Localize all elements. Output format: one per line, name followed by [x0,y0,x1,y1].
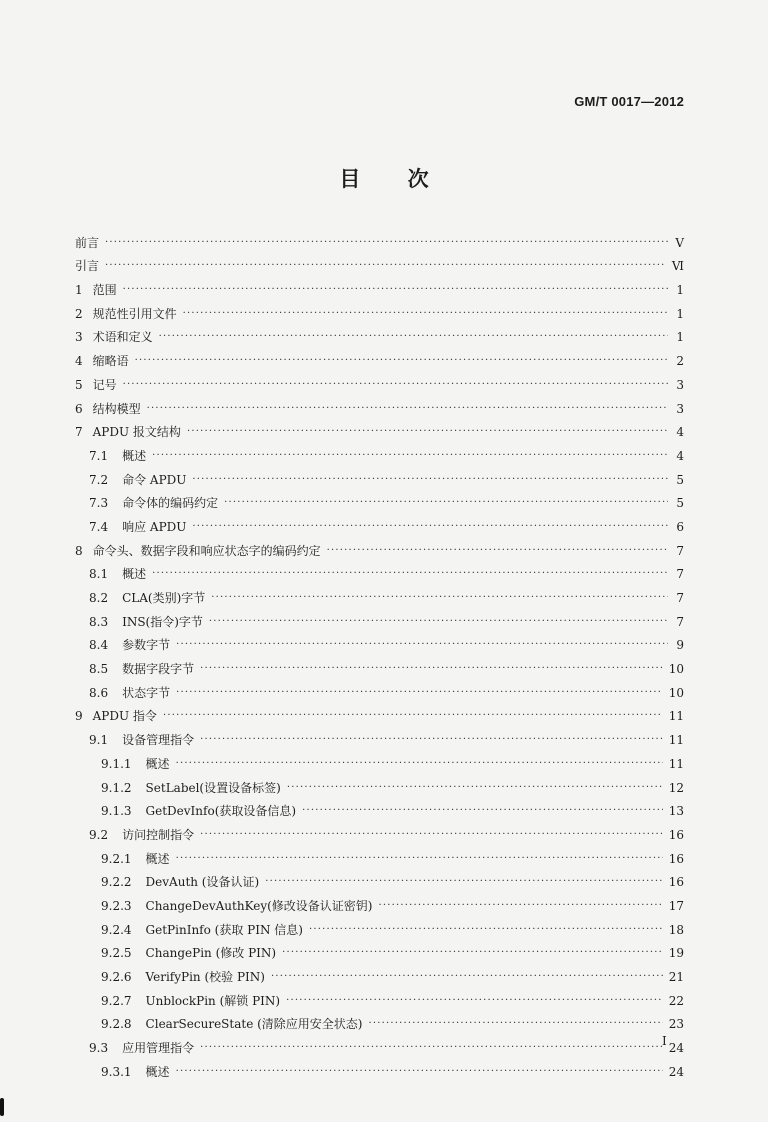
toc-leader-dots [309,925,663,935]
toc-entry-title: APDU 指令 [92,709,157,724]
toc-entry[interactable] [75,606,684,630]
toc-entry-title: 响应 APDU [122,519,187,534]
toc-entry-number: 5 [75,377,83,392]
toc-entry-title: 结构模型 [92,401,141,416]
toc-entry[interactable] [75,369,684,393]
toc-entry-number: 7.2 [89,472,109,487]
toc-entry-page: 3 [676,377,684,392]
toc-entry-number: 8.4 [89,638,109,653]
toc-entry-number: 9 [75,709,83,724]
toc-entry-number: 6 [75,401,83,416]
toc-entry[interactable] [75,582,684,606]
toc-entry[interactable] [75,772,684,796]
page-number: I [662,1034,667,1048]
toc-entry-page: 10 [668,662,684,677]
table-of-contents [75,227,684,1080]
toc-entry[interactable] [75,274,684,298]
toc-entry-page: 16 [668,851,684,866]
toc-entry-page: 11 [668,709,684,724]
toc-entry[interactable] [75,298,684,322]
toc-leader-dots [302,806,663,816]
toc-entry[interactable] [75,938,684,962]
toc-entry-number: 9.2.4 [101,922,132,937]
toc-entry-title: 概述 [122,567,147,582]
toc-entry-title: DevAuth (设备认证) [145,875,260,890]
toc-leader-dots [286,996,663,1006]
toc-entry-number: 9.3.1 [101,1064,132,1079]
toc-entry[interactable] [75,559,684,583]
toc-entry-page: 1 [676,330,684,345]
toc-leader-dots [271,972,663,982]
toc-entry-page: 7 [676,591,684,605]
toc-entry[interactable] [75,393,684,417]
toc-entry-page: 9 [676,638,684,653]
toc-entry[interactable] [75,724,684,748]
toc-entry[interactable] [75,322,684,346]
toc-entry[interactable] [75,961,684,985]
toc-leader-dots [327,546,668,556]
toc-entry[interactable] [75,701,684,725]
toc-entry[interactable] [75,867,684,891]
toc-leader-dots [200,1043,663,1053]
toc-entry-title: 范围 [92,283,117,298]
toc-entry-page: 21 [668,970,684,984]
toc-entry[interactable] [75,985,684,1009]
toc-leader-dots [105,261,666,271]
toc-entry[interactable] [75,890,684,914]
toc-entry-page: 11 [668,756,684,771]
toc-entry-page: 6 [676,519,684,534]
toc-entry-number: 9.1.3 [101,804,132,819]
toc-leader-dots [224,498,668,508]
toc-entry-page: 11 [668,733,684,748]
toc-entry-title: 缩略语 [92,354,129,369]
toc-entry-number: 7.4 [89,519,109,534]
toc-entry-number: 8.1 [89,567,109,582]
toc-entry-number: 8.6 [89,685,109,700]
toc-leader-dots [368,1019,662,1029]
toc-entry-page: 1 [676,306,684,321]
toc-entry-title: 概述 [145,756,170,771]
toc-entry[interactable] [75,630,684,654]
toc-entry[interactable] [75,1056,684,1080]
toc-entry-number: 7.1 [89,448,109,463]
toc-entry-page: 22 [668,993,684,1008]
toc-entry[interactable] [75,440,684,464]
toc-leader-dots [163,711,663,721]
toc-leader-dots [176,759,663,769]
toc-entry-page: 24 [668,1064,684,1079]
toc-entry-number: 9.1 [89,733,109,748]
toc-entry[interactable] [75,488,684,512]
toc-leader-dots [200,735,663,745]
toc-entry[interactable] [75,417,684,441]
standard-code: GM/T 0017—2012 [574,94,684,109]
toc-entry-title: CLA(类别)字节 [122,591,206,605]
toc-entry-page: 4 [676,425,684,440]
toc-entry-number: 3 [75,330,83,345]
toc-entry-title: 概述 [122,448,147,463]
toc-entry-page: 4 [676,448,684,463]
toc-entry-number: 9.2.6 [101,970,132,984]
toc-entry-number: 9.2.1 [101,851,132,866]
toc-leader-dots [176,854,663,864]
toc-leader-dots [135,356,668,366]
toc-entry-title: VerifyPin (校验 PIN) [145,970,265,984]
toc-leader-dots [282,948,663,958]
toc-entry[interactable] [75,796,684,820]
toc-entry-title: 引言 [75,259,100,274]
toc-leader-dots [200,664,663,674]
toc-entry-page: Ⅴ [675,235,684,250]
toc-leader-dots [192,475,668,485]
toc-entry-title: 概述 [145,1064,170,1079]
toc-leader-dots [183,309,668,319]
toc-entry-title: UnblockPin (解锁 PIN) [145,993,281,1008]
toc-entry-title: 命令头、数据字段和响应状态字的编码约定 [92,543,321,558]
toc-leader-dots [378,901,662,911]
toc-entry-number: 9.2.3 [101,898,132,913]
toc-entry-page: 18 [668,922,684,937]
page-title [0,163,768,193]
toc-leader-dots [200,830,663,840]
toc-entry-title: GetPinInfo (获取 PIN 信息) [145,922,303,937]
toc-leader-dots [147,404,668,414]
toc-leader-dots [123,380,668,390]
toc-entry-page: 7 [676,614,684,629]
toc-entry-title: 状态字节 [122,685,171,700]
toc-entry-number: 2 [75,306,83,321]
toc-entry[interactable] [75,345,684,369]
toc-entry-title: 记号 [92,377,117,392]
toc-entry-title: 应用管理指令 [122,1041,195,1056]
toc-leader-dots [287,783,663,793]
title-char-2: 次 [407,167,429,191]
toc-entry-title: ChangeDevAuthKey(修改设备认证密钥) [145,898,373,913]
toc-entry[interactable] [75,748,684,772]
toc-entry[interactable] [75,227,684,251]
toc-entry-page: 5 [676,496,684,511]
toc-entry-number: 4 [75,354,83,369]
toc-entry-page: 16 [668,827,684,842]
toc-entry-number: 7 [75,425,83,440]
toc-entry-number: 8.3 [89,614,109,629]
toc-entry-title: 前言 [75,235,100,250]
toc-entry-page: 24 [668,1041,684,1056]
toc-leader-dots [152,569,668,579]
toc-entry[interactable] [75,251,684,275]
toc-entry-title: 术语和定义 [92,330,153,345]
toc-entry-title: ClearSecureState (清除应用安全状态) [145,1017,363,1032]
toc-entry-page: 13 [668,804,684,819]
toc-entry-number: 9.1.2 [101,780,132,795]
toc-leader-dots [159,332,668,342]
toc-leader-dots [123,285,668,295]
toc-entry-title: GetDevInfo(获取设备信息) [145,804,297,819]
toc-entry-title: SetLabel(设置设备标签) [145,780,281,795]
toc-entry-page: 16 [668,875,684,890]
toc-entry-number: 7.3 [89,496,109,511]
toc-entry-number: 9.2.5 [101,946,132,961]
toc-entry-title: APDU 报文结构 [92,425,181,440]
toc-entry-number: 9.1.1 [101,756,132,771]
toc-entry-title: INS(指令)字节 [122,614,203,629]
toc-entry-title: 参数字节 [122,638,171,653]
toc-leader-dots [209,617,668,627]
toc-entry-page: 1 [676,283,684,298]
toc-entry[interactable] [75,464,684,488]
toc-entry-page: 12 [668,780,684,795]
toc-entry-number: 9.2.8 [101,1017,132,1032]
toc-entry[interactable] [75,511,684,535]
toc-leader-dots [265,877,663,887]
toc-leader-dots [176,1067,663,1077]
toc-entry-page: Ⅵ [671,259,684,274]
toc-entry[interactable] [75,1032,684,1056]
toc-entry-title: 概述 [145,851,170,866]
toc-entry-title: 数据字段字节 [122,662,195,677]
toc-entry-page: 23 [668,1017,684,1032]
toc-entry[interactable] [75,843,684,867]
toc-entry[interactable] [75,1009,684,1033]
toc-entry-number: 1 [75,283,83,298]
toc-entry-number: 9.2 [89,827,109,842]
toc-entry-page: 3 [676,401,684,416]
title-char-1: 目 [339,167,361,191]
toc-leader-dots [176,688,663,698]
toc-entry-page: 5 [676,472,684,487]
toc-leader-dots [187,427,668,437]
toc-entry-page: 7 [676,567,684,582]
toc-entry-page: 7 [676,543,684,558]
toc-entry-number: 8.2 [89,591,109,605]
toc-entry-title: 命令 APDU [122,472,187,487]
toc-entry[interactable] [75,535,684,559]
toc-entry-number: 9.2.2 [101,875,132,890]
toc-entry-page: 2 [676,354,684,369]
toc-entry-title: 访问控制指令 [122,827,195,842]
toc-entry-title: 命令体的编码约定 [122,496,219,511]
scan-edge-mark [0,1098,4,1116]
toc-leader-dots [105,238,668,248]
toc-leader-dots [176,640,668,650]
toc-entry[interactable] [75,677,684,701]
toc-entry-page: 17 [668,898,684,913]
toc-leader-dots [152,451,668,461]
toc-leader-dots [211,593,668,603]
toc-entry-page: 19 [668,946,684,961]
toc-entry-number: 9.2.7 [101,993,132,1008]
toc-leader-dots [192,522,668,532]
toc-entry-title: ChangePin (修改 PIN) [145,946,277,961]
toc-entry[interactable] [75,819,684,843]
toc-entry[interactable] [75,653,684,677]
toc-entry-number: 8 [75,543,83,558]
toc-entry[interactable] [75,914,684,938]
toc-entry-number: 8.5 [89,662,109,677]
toc-entry-number: 9.3 [89,1041,109,1056]
toc-entry-title: 设备管理指令 [122,733,195,748]
toc-entry-title: 规范性引用文件 [92,306,177,321]
toc-entry-page: 10 [668,685,684,700]
